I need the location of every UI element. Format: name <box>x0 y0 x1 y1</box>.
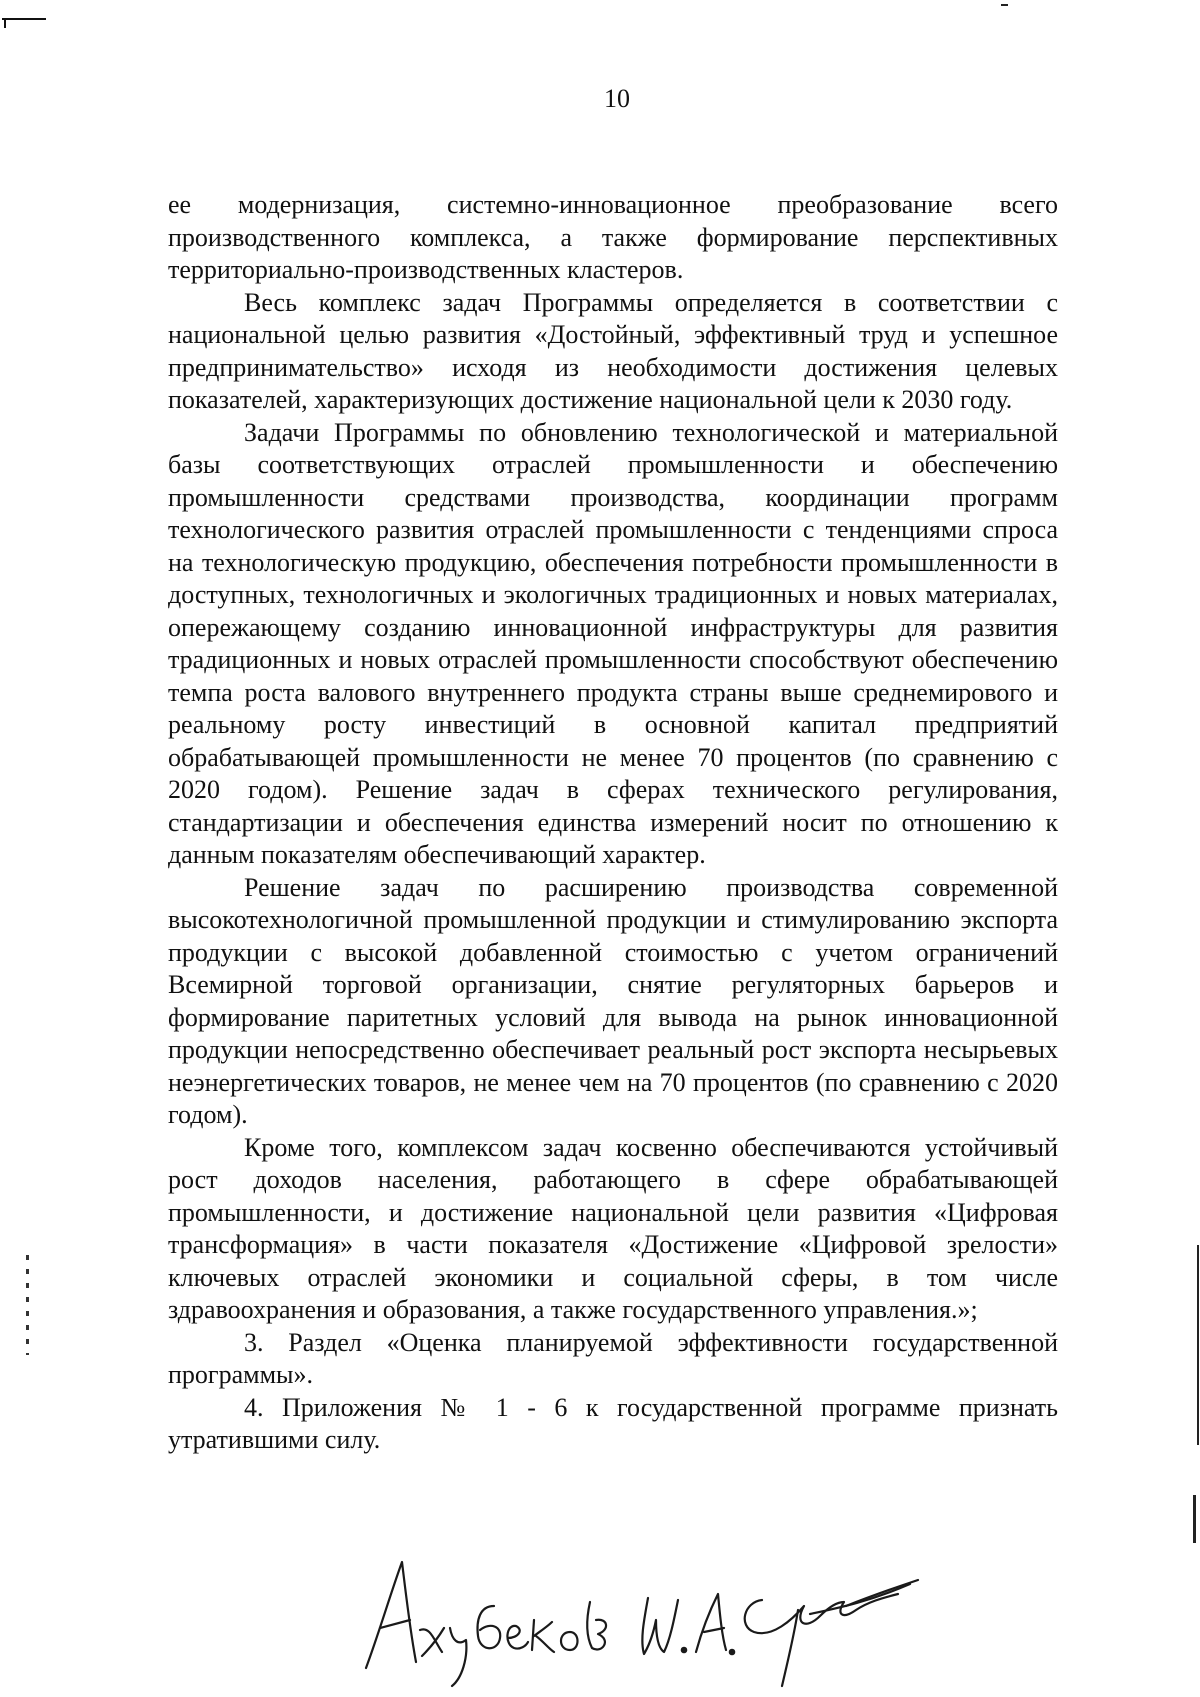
paragraph-item-3: 3. Раздел «Оценка планируемой эффективности государственной программы». <box>168 1327 1058 1389</box>
paragraph-item-4: 4. Приложения № 1 - 6 к государственной программе признать утратившими силу. <box>168 1392 1058 1454</box>
handwritten-signature <box>358 1540 938 1690</box>
paragraph-additional-tasks: Кроме того, комплексом задач косвенно обеспечиваются устойчивый рост доходов населения, работающего в сфере обрабатывающей промышленности, и достижение национальной цели развития «Цифровая трансформация» в части показателя «Достижение «Цифровой зрелости» ключевых отраслей экономики и социальной сферы, в том числе здравоохранения и образования, а также государственного управления.»; <box>168 1132 1058 1324</box>
paragraph-national-goal: Весь комплекс задач Программы определяется в соответствии с национальной целью развития «Достойный, эффективный труд и успешное предпринимательство» исходя из необходимости достижения целевых показателей, характеризующих достижение национальной цели к 2030 году. <box>168 287 1058 414</box>
document-body <box>168 189 1058 1457</box>
scan-edge-line <box>1197 1245 1199 1445</box>
scan-artifact-dash <box>1001 4 1008 6</box>
scan-corner-tick <box>4 18 6 28</box>
page-number: 10 <box>604 84 630 113</box>
scan-binding-marks <box>26 1255 29 1355</box>
scan-edge-line-lower <box>1193 1495 1196 1543</box>
scan-corner-mark <box>2 18 46 20</box>
paragraph-export-tasks: Решение задач по расширению производства современной высокотехнологичной промышленной продукции и стимулированию экспорта продукции с высокой добавленной стоимостью с учетом ограничений Всемирной торговой организации, снятие регуляторных барьеров и формирование паритетных условий для вывода на рынок инновационной продукции непосредственно обеспечивает реальный рост экспорта несырьевых неэнергетических товаров, не менее чем на 70 процентов (по сравнению с 2020 годом). <box>168 872 1058 1129</box>
paragraph-continuation: ее модернизация, системно-инновационное преобразование всего производственного комплекса, а также формирование перспективных территориально-производственных кластеров. <box>168 190 1058 284</box>
paragraph-program-tasks: Задачи Программы по обновлению технологической и материальной базы соответствующих отраслей промышленности и обеспечению промышленности средствами производства, координации программ технологического развития отраслей промышленности с тенденциями спроса на технологическую продукцию, обеспечения потребности промышленности в доступных, технологичных и экологичных традиционных и новых материалах, опережающему созданию инновационной инфраструктуры для развития традиционных и новых отраслей промышленности способствуют обеспечению темпа роста валового внутреннего продукта страны выше среднемирового и реальному росту инвестиций в основной капитал предприятий обрабатывающей промышленности не менее 70 процентов (по сравнению с 2020 годом). Решение задач в сферах технического регулирования, стандартизации и обеспечения единства измерений носит по отношению к данным показателям обеспечивающий характер. <box>168 417 1058 869</box>
